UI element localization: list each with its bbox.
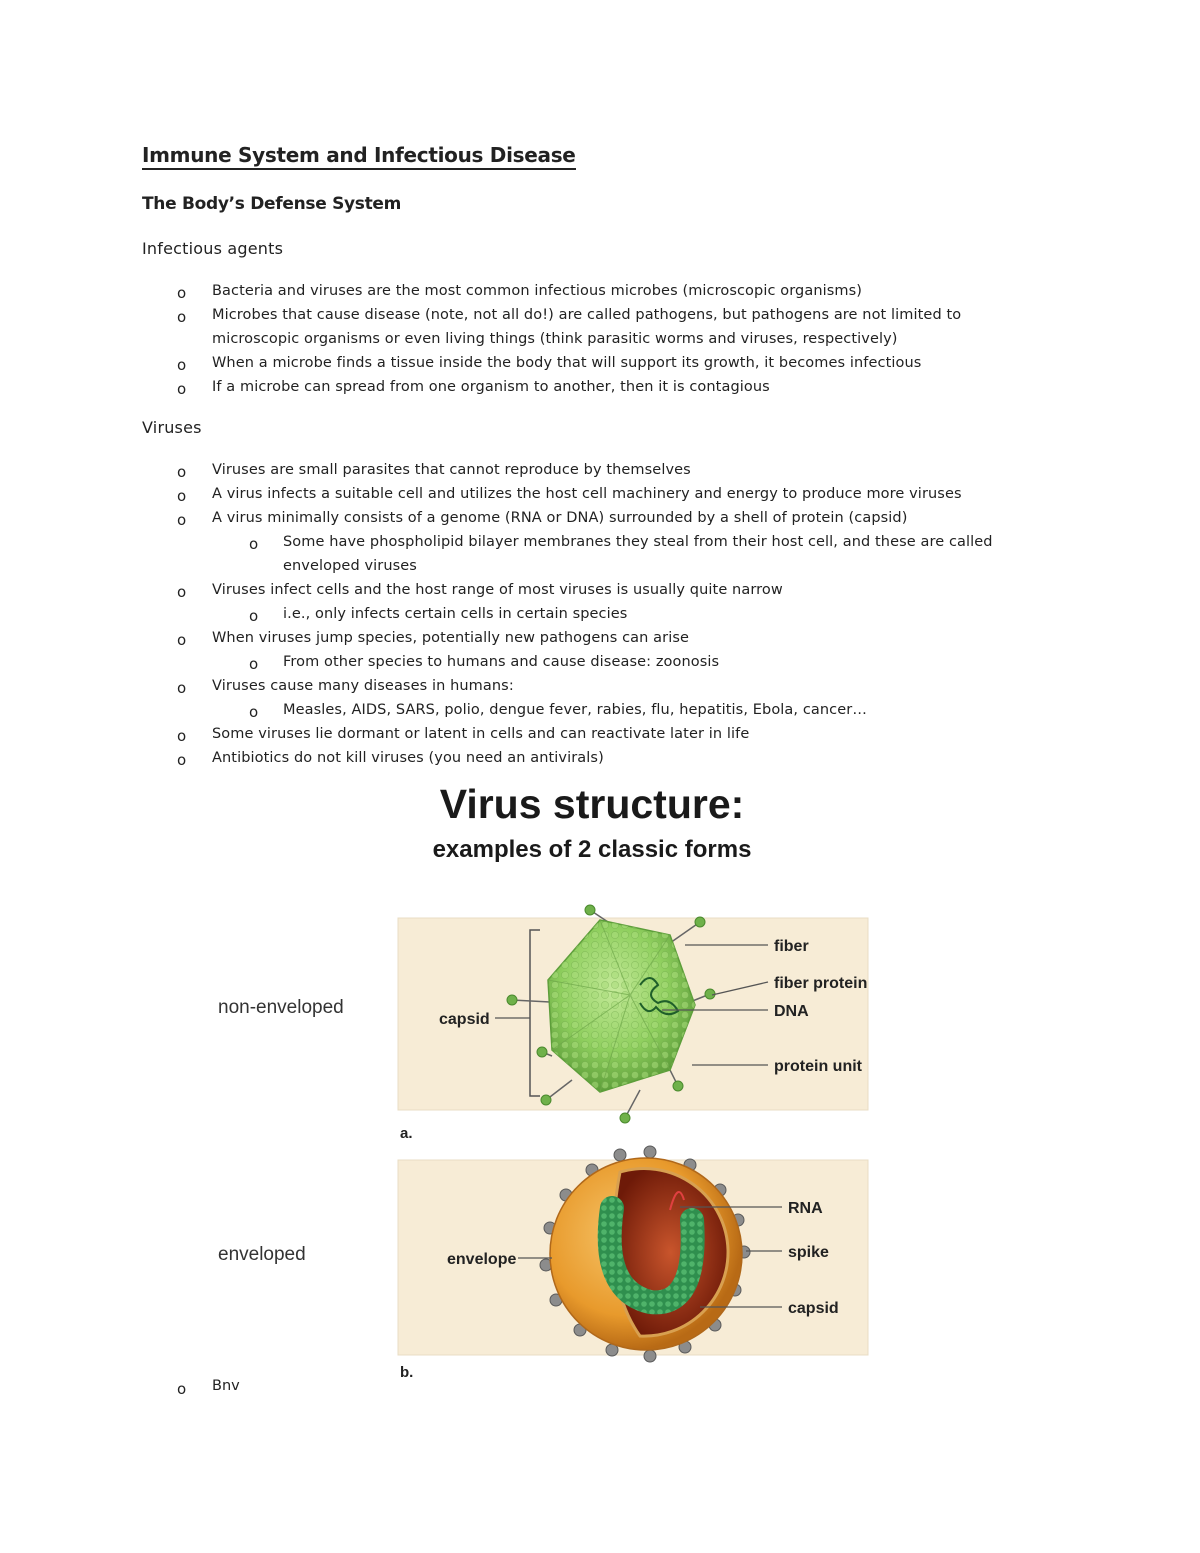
figure-title: Virus structure: xyxy=(439,781,745,827)
list-item-text: Some viruses lie dormant or latent in cells and can reactivate later in life xyxy=(212,726,750,742)
sub-list-item-text: i.e., only infects certain cells in certain species xyxy=(283,606,628,622)
rna-label: RNA xyxy=(788,1200,823,1217)
bullet-icon: o xyxy=(177,487,187,505)
protein-unit-label: protein unit xyxy=(774,1058,862,1075)
bullet-icon: o xyxy=(177,308,187,326)
bullet-icon: o xyxy=(249,655,259,673)
fiber-protein-label: fiber protein xyxy=(774,975,868,992)
bullet-icon: o xyxy=(177,1380,187,1398)
list-item xyxy=(177,279,1042,303)
list-item xyxy=(177,626,1042,674)
fiber-label: fiber xyxy=(774,938,809,955)
sub-list-item xyxy=(249,530,1043,578)
section-heading-viruses: Viruses xyxy=(142,418,202,437)
list-item xyxy=(177,722,1042,746)
panel-b-letter: b. xyxy=(400,1364,414,1381)
non-enveloped-label: non-enveloped xyxy=(218,997,344,1018)
sub-list xyxy=(249,602,1043,626)
sub-list-item xyxy=(249,650,1043,674)
list-item-text: Viruses are small parasites that cannot reproduce by themselves xyxy=(212,462,691,478)
list-item-text: When viruses jump species, potentially new pathogens can arise xyxy=(212,630,689,646)
figure-subtitle: examples of 2 classic forms xyxy=(432,836,752,863)
bullet-icon: o xyxy=(177,583,187,601)
virus-structure-diagram xyxy=(200,780,920,1385)
list-item-text: A virus minimally consists of a genome (RNA or DNA) surrounded by a shell of protein (capsid) xyxy=(212,510,908,526)
envelope-label: envelope xyxy=(447,1251,517,1268)
sub-list-item-text: Measles, AIDS, SARS, polio, dengue fever, rabies, flu, hepatitis, Ebola, cancer… xyxy=(283,702,867,718)
list-item-text: If a microbe can spread from one organism to another, then it is contagious xyxy=(212,379,770,395)
sub-list xyxy=(249,650,1043,674)
list-item-text: Viruses cause many diseases in humans: xyxy=(212,678,514,694)
list-item xyxy=(177,303,1042,351)
bullet-icon: o xyxy=(177,463,187,481)
capsid-label: capsid xyxy=(439,1011,490,1028)
spike-label: spike xyxy=(788,1244,829,1261)
last-list-item-text: Bnv xyxy=(212,1378,240,1394)
section-heading-infectious-agents: Infectious agents xyxy=(142,239,284,258)
sub-list-item-text: Some have phospholipid bilayer membranes they steal from their host cell, and these are called enveloped viruses xyxy=(283,534,993,574)
bullet-icon: o xyxy=(177,679,187,697)
list-item xyxy=(177,351,1042,375)
list-item-text: Antibiotics do not kill viruses (you need an antivirals) xyxy=(212,750,604,766)
bullet-icon: o xyxy=(177,631,187,649)
bullet-icon: o xyxy=(177,511,187,529)
viruses-list xyxy=(177,458,1042,770)
list-item-text: Bacteria and viruses are the most common infectious microbes (microscopic organisms) xyxy=(212,283,863,299)
bullet-icon: o xyxy=(249,535,259,553)
bullet-icon: o xyxy=(249,703,259,721)
bullet-icon: o xyxy=(177,380,187,398)
sub-list-item xyxy=(249,602,1043,626)
list-item xyxy=(177,506,1042,578)
list-item xyxy=(177,482,1042,506)
bullet-icon: o xyxy=(249,607,259,625)
sub-list-item-text: From other species to humans and cause disease: zoonosis xyxy=(283,654,720,670)
list-item xyxy=(177,578,1042,626)
panel-a-letter: a. xyxy=(400,1125,413,1142)
list-item-text: When a microbe finds a tissue inside the body that will support its growth, it becomes infectious xyxy=(212,355,922,371)
section-subtitle: The Body’s Defense System xyxy=(142,194,402,214)
infectious-agents-list xyxy=(177,279,1042,399)
capsid-label-b: capsid xyxy=(788,1300,839,1317)
list-item-text: Viruses infect cells and the host range of most viruses is usually quite narrow xyxy=(212,582,783,598)
enveloped-label: enveloped xyxy=(218,1244,306,1265)
list-item-text: Microbes that cause disease (note, not all do!) are called pathogens, but pathogens are not limited to microscopic organisms or even living things (think parasitic worms and viruses, respectively) xyxy=(212,307,962,347)
list-item xyxy=(177,746,1042,770)
sub-list-item xyxy=(249,698,1043,722)
page-title: Immune System and Infectious Disease xyxy=(142,143,576,170)
dna-label: DNA xyxy=(774,1003,809,1020)
list-item xyxy=(177,458,1042,482)
list-item-text: A virus infects a suitable cell and utilizes the host cell machinery and energy to produce more viruses xyxy=(212,486,962,502)
bullet-icon: o xyxy=(177,727,187,745)
bullet-icon: o xyxy=(177,356,187,374)
bullet-icon: o xyxy=(177,284,187,302)
sub-list xyxy=(249,530,1043,578)
list-item xyxy=(177,674,1042,722)
bullet-icon: o xyxy=(177,751,187,769)
last-list-item xyxy=(177,1378,240,1398)
list-item xyxy=(177,375,1042,399)
virus-structure-figure xyxy=(200,780,920,1385)
sub-list xyxy=(249,698,1043,722)
